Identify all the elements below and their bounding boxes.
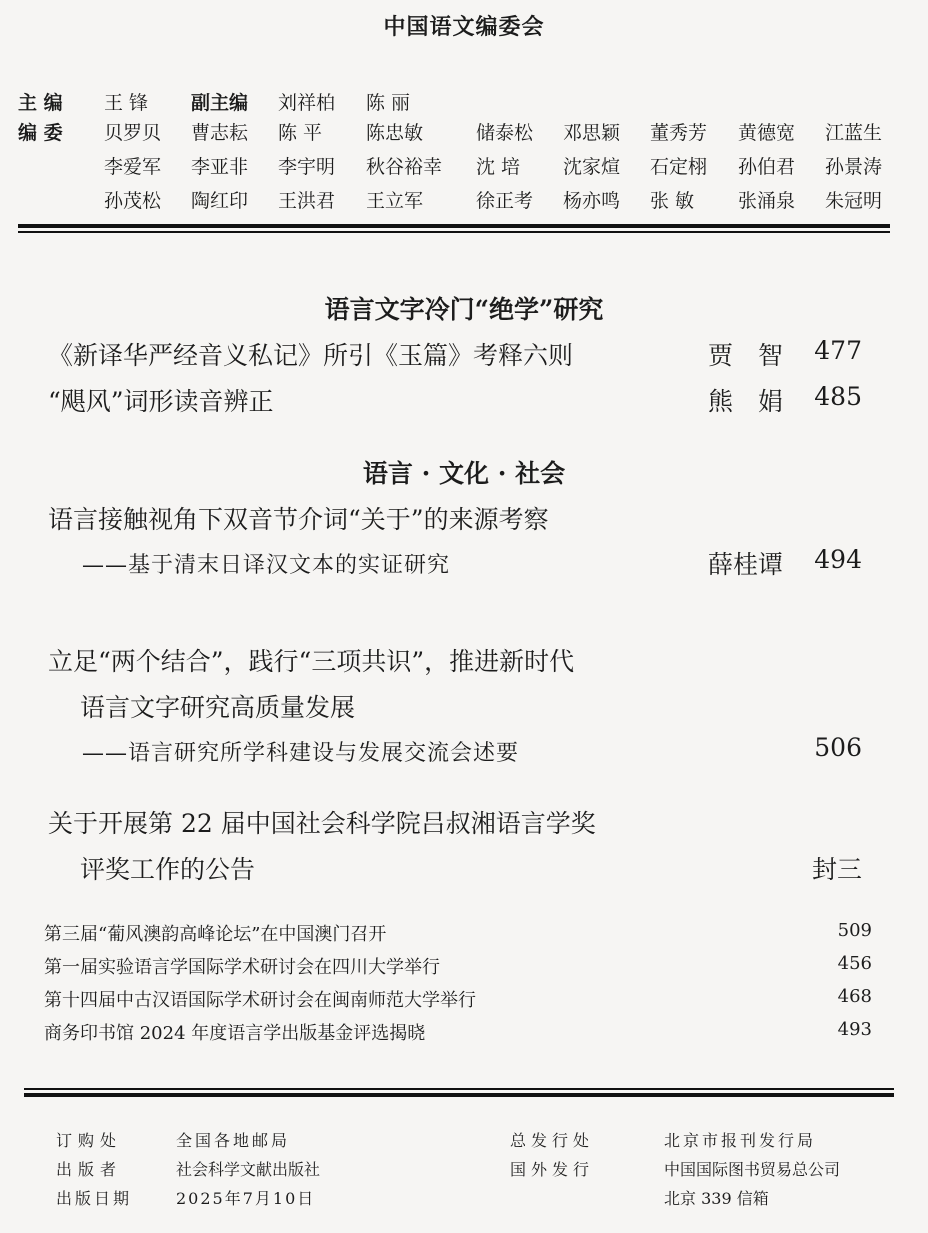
member: 江蓝生 [825,122,883,144]
page-number: 485 [814,382,862,411]
foreign-value: 中国国际图书贸易总公司 [664,1160,841,1179]
member: 李亚非 [191,156,249,178]
member: 秋谷裕幸 [366,156,443,178]
news-page: 493 [837,1019,872,1040]
member: 王洪君 [278,190,336,212]
member: 徐正考 [476,190,534,212]
member: 孙伯君 [738,156,796,178]
divider [24,1093,894,1097]
article-author: 贾 智 [708,341,784,370]
order-label: 订购处 [56,1131,123,1150]
section-title-rare-studies: 语言文字冷门“绝学”研究 [324,295,604,324]
publisher-value: 社会科学文献出版社 [176,1160,321,1179]
publisher-label: 出版者 [56,1160,123,1179]
article-title-line2: 语言文字研究高质量发展 [80,693,356,722]
news-item: 第一届实验语言学国际学术研讨会在四川大学举行 [44,957,440,978]
distributor-label: 总发行处 [510,1131,595,1150]
vice-label: 副主编 [191,92,249,114]
committee-title: 中国语文编委会 [383,14,545,40]
member: 张涌泉 [738,190,796,212]
article-author: 熊 娟 [708,387,784,416]
news-page: 468 [837,986,872,1007]
news-item: 商务印书馆 2024 年度语言学出版基金评选揭晓 [44,1023,426,1044]
news-page: 509 [837,920,872,941]
chief-editor-row [18,88,898,118]
announcement-title: 关于开展第 22 届中国社会科学院吕叔湘语言学奖 [48,809,596,838]
divider [24,1088,894,1090]
section-title-language-culture-society: 语言 · 文化 · 社会 [362,459,566,488]
member: 陶红印 [191,190,249,212]
page-number: 477 [814,336,862,365]
members-row-3 [18,186,898,216]
news-page: 456 [837,953,872,974]
member: 孙茂松 [104,190,162,212]
article-author: 薛桂谭 [708,550,784,579]
article-title: 《新译华严经音义私记》所引《玉篇》考释六则 [48,341,574,370]
member: 王立军 [366,190,424,212]
member: 石定栩 [650,156,708,178]
divider [18,224,890,228]
page-number: 494 [814,545,862,574]
member: 曹志耘 [191,122,249,144]
article-title: “飓风”词形读音辨正 [48,387,274,416]
vice-editor: 刘祥柏 [278,92,336,114]
order-value: 全国各地邮局 [176,1131,291,1150]
member: 贝罗贝 [104,122,162,144]
member: 朱冠明 [825,190,883,212]
article-subtitle: ——语言研究所学科建设与发展交流会述要 [82,741,520,766]
member: 孙景涛 [825,156,883,178]
chief-editor: 王 锋 [104,92,149,114]
article-title: 语言接触视角下双音节介词“关于”的来源考察 [48,505,549,534]
date-label: 出版日期 [56,1189,133,1208]
member: 沈 培 [476,156,521,178]
member: 李爱军 [104,156,162,178]
members-label: 编 委 [18,122,63,144]
date-value: 2025年7月10日 [176,1189,316,1208]
article-title: 立足“两个结合”，践行“三项共识”，推进新时代 [48,647,575,676]
vice-editor: 陈 丽 [366,92,411,114]
member: 邓思颖 [563,122,621,144]
member: 张 敏 [650,190,695,212]
member: 陈 平 [278,122,323,144]
article-subtitle: ——基于清末日译汉文本的实证研究 [82,553,451,578]
member: 黄德宽 [738,122,796,144]
news-item: 第三届“葡风澳韵高峰论坛”在中国澳门召开 [44,924,387,945]
member: 董秀芳 [650,122,708,144]
distributor-value: 北京市报刊发行局 [664,1131,817,1150]
news-item: 第十四届中古汉语国际学术研讨会在闽南师范大学举行 [44,990,476,1011]
divider [18,231,890,233]
page-number: 506 [814,733,862,762]
members-row-2 [18,152,898,182]
foreign-label: 国外发行 [510,1160,595,1179]
member: 李宇明 [278,156,336,178]
member: 杨亦鸣 [563,190,621,212]
member: 沈家煊 [563,156,621,178]
members-row-1 [18,118,898,148]
member: 陈忠敏 [366,122,424,144]
member: 储泰松 [476,122,534,144]
mailbox: 北京 339 信箱 [664,1189,769,1208]
announcement-title-line2: 评奖工作的公告 [80,855,256,884]
chief-label: 主 编 [18,92,63,114]
page-number: 封三 [811,855,862,884]
